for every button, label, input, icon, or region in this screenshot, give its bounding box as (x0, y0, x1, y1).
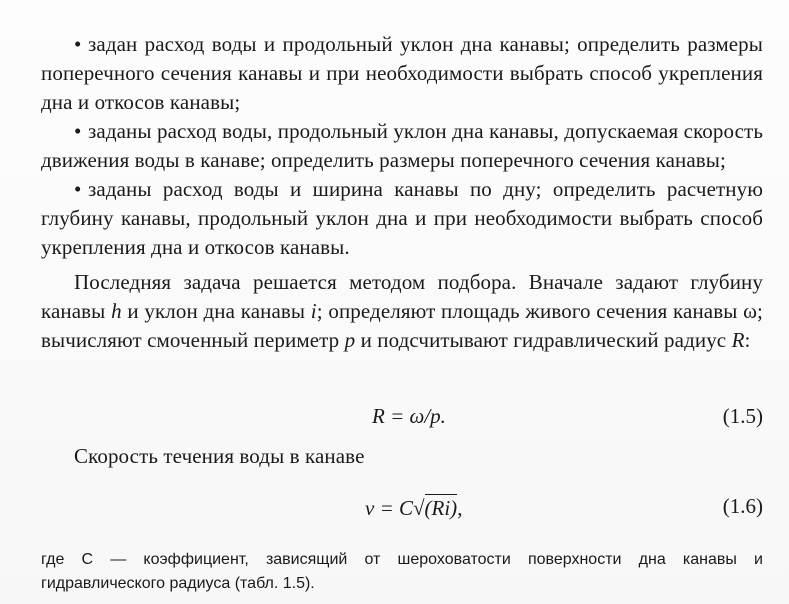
body-text (41, 30, 763, 355)
formula-1-6-number: (1.6) (722, 494, 763, 518)
bullet-text-1: задан расход воды и продольный уклон дна канавы; определить размеры поперечного сечения канавы и при необходимости выбрать способ укрепления дна и откосов канавы; (41, 32, 763, 114)
var-h: h (111, 299, 122, 323)
method-text-1: Последняя задача решается методом подбора. Вначале задают глубину канавы (41, 270, 763, 323)
method-text-5: : (744, 328, 751, 352)
method-paragraph (41, 268, 763, 355)
formula-1-6-lhs: v = C (365, 496, 413, 520)
radicand-text: (Ri) (424, 496, 458, 520)
method-text-4: и подсчитывают гидравлический радиус (355, 328, 732, 352)
var-R: R (731, 328, 745, 352)
bullet-icon: • (74, 119, 82, 143)
formula-1-6 (41, 492, 763, 526)
velocity-intro: Скорость течения воды в канаве (74, 444, 365, 468)
formula-1-5 (41, 402, 763, 436)
bullet-paragraph-3 (41, 175, 763, 262)
bullet-text-2: заданы расход воды, продольный уклон дна канавы, допускаемая скорость движения воды в канаве; определить размеры поперечного сечения канавы; (41, 119, 763, 172)
bullet-text-3: заданы расход воды и ширина канавы по дну; определить расчетную глубину канавы, продольный уклон дна и при необходимости выбрать способ укрепления дна и откосов канавы. (41, 177, 763, 259)
var-p: p (344, 328, 356, 352)
formula-1-5-expr (372, 404, 446, 429)
formula-1-6-tail: , (457, 496, 463, 520)
bullet-icon: • (74, 32, 82, 56)
sqrt-radicand (425, 494, 458, 521)
method-text-3: ; определяют площадь живого сечения канавы ω; вычисляют смоченный периметр (41, 299, 763, 352)
formula-1-5-number: (1.5) (722, 404, 763, 428)
formula-1-6-expr (365, 494, 462, 521)
bullet-icon: • (74, 177, 82, 201)
footnote-text: где C — коэффициент, зависящий от шероховатости поверхности дна канавы и гидравлического радиуса (табл. 1.5). (41, 551, 763, 592)
method-text-2: и уклон дна канавы (121, 299, 311, 323)
var-i: i (310, 299, 317, 323)
sqrt-group (413, 494, 457, 521)
bullet-paragraph-2 (41, 117, 763, 175)
bullet-paragraph-1 (41, 30, 763, 117)
sqrt-icon: √ (413, 496, 425, 520)
velocity-intro-block (41, 442, 763, 471)
formula-1-5-text: R = ω/p. (372, 404, 446, 428)
